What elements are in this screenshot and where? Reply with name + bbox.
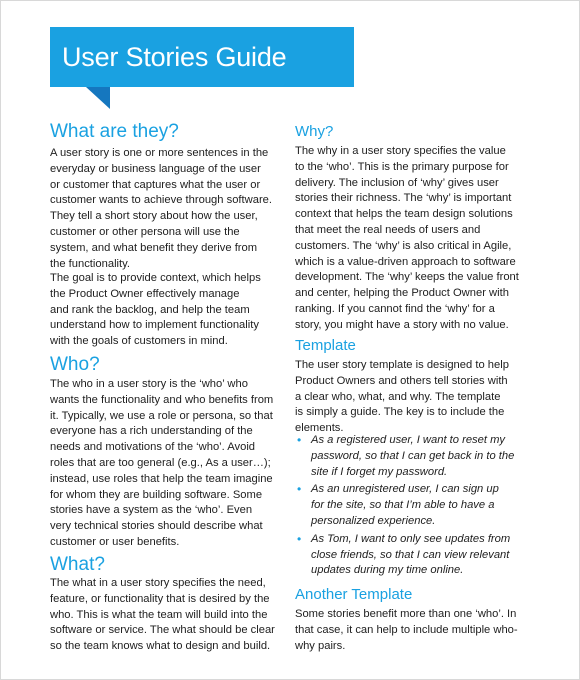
text-line: stories have a system as the ‘who’. Even [50, 504, 253, 517]
text-line: password, so that I can get back in to the [311, 449, 515, 462]
text-line: personalized experience. [311, 514, 436, 527]
text-line: As an unregistered user, I can sign up [311, 483, 499, 496]
text-line: roles that are too general (e.g., As a user…); [50, 456, 271, 469]
text-line: why pairs. [295, 639, 346, 652]
heading-what: What? [50, 554, 105, 575]
text-line: customers. The ‘why’ is also critical in Agile, [295, 239, 512, 252]
heading-who: Who? [50, 354, 100, 375]
text-line: for the site, so that I’m able to have a [311, 499, 495, 512]
text-line: elements. [295, 422, 344, 435]
text-line: The user story template is designed to help [295, 359, 509, 371]
text-line: instead, use roles that help the team imagine [50, 472, 273, 485]
what-paragraph [50, 576, 275, 655]
text-line: understand how to implement functionality [50, 319, 259, 332]
text-line: They tell a short story about how the user, [50, 210, 258, 223]
text-line: feature, or functionality that is desired by the [50, 592, 270, 605]
text-line: who. This is what the team will build into the [50, 608, 268, 621]
text-line: As a registered user, I want to reset my [311, 434, 505, 446]
text-line: software or service. The what should be clear [50, 624, 275, 637]
text-line: is simply a guide. The key is to include the [295, 406, 505, 419]
text-line: very technical stories should describe what [50, 520, 263, 533]
heading-template: Template [295, 337, 356, 354]
text-line: development. The ‘why’ keeps the value front [295, 271, 519, 284]
title-banner [50, 27, 354, 87]
text-line: The what in a user story specifies the need, [50, 577, 266, 589]
text-line: A user story is one or more sentences in the [50, 147, 269, 159]
text-line: a clear who, what, and why. The template [295, 390, 501, 403]
heading-why: Why? [295, 123, 334, 140]
text-line: customer wants to achieve through software. [50, 194, 272, 207]
bullet-icon: • [297, 482, 302, 497]
text-line: stories their richness. The ‘why’ is important [295, 192, 512, 205]
text-line: with the goals of customers in mind. [50, 335, 228, 348]
template-examples-list [295, 433, 514, 581]
text-line: Product Owners and others tell stories with [295, 374, 508, 387]
text-line: updates during my time online. [311, 564, 464, 577]
banner-tail [86, 87, 110, 109]
text-line: the functionality. [50, 257, 131, 270]
text-line: Some stories benefit more than one ‘who’. In [295, 608, 517, 620]
text-line: that case, it can help to include multiple who- [295, 623, 518, 636]
text-line: so the team knows what to design and build. [50, 640, 271, 653]
why-paragraph [295, 144, 519, 334]
text-line: and rank the backlog, and help the team [50, 303, 250, 316]
text-line: ranking. If you cannot find the ‘why’ for a [295, 302, 495, 315]
text-line: the Product Owner effectively manage [50, 287, 240, 300]
text-line: story, you might have a story with no value. [295, 318, 509, 331]
text-line: for whom they are building software. Some [50, 488, 263, 501]
list-item [295, 482, 514, 529]
text-line: The who in a user story is the ‘who’ who [50, 378, 248, 390]
text-line: context that helps the team design solutions [295, 208, 513, 221]
text-line: delivery. The inclusion of ‘why’ gives user [295, 176, 499, 189]
text-line: or customer that captures what the user or [50, 178, 261, 191]
text-line: site if I forget my password. [311, 465, 448, 478]
text-line: which is a value-driven approach to software [295, 255, 516, 268]
text-line: and center, helping the Product Owner with [295, 287, 509, 300]
text-line: customer or other persona will use the [50, 225, 240, 238]
list-item [295, 532, 514, 579]
bullet-icon: • [297, 531, 302, 546]
heading-another-template: Another Template [295, 586, 413, 603]
text-line: everyone has a rich understanding of the [50, 425, 253, 438]
list-item [295, 433, 514, 480]
who-paragraph [50, 377, 273, 551]
text-line: to the ‘who’. This is the primary purpose for [295, 160, 509, 173]
text-line: As Tom, I want to only see updates from [311, 532, 511, 545]
what-are-they-paragraph-1 [50, 146, 272, 272]
text-line: that meet the real needs of users and [295, 223, 481, 236]
text-line: The goal is to provide context, which helps [50, 272, 261, 284]
text-line: system, and what benefit they derive from [50, 241, 258, 254]
text-line: close friends, so that I can view relevant [311, 548, 510, 561]
heading-what-are-they: What are they? [50, 121, 179, 142]
text-line: needs and motivations of the ‘who’. Avoid [50, 441, 256, 454]
text-line: wants the functionality and who benefits from [50, 393, 274, 406]
text-line: everyday or business language of the user [50, 162, 261, 175]
template-paragraph [295, 358, 509, 437]
bullet-icon: • [297, 433, 302, 447]
text-line: The why in a user story specifies the value [295, 145, 506, 157]
text-line: it. Typically, we use a role or persona, so that [50, 409, 273, 422]
another-template-paragraph [295, 607, 518, 654]
page-title: User Stories Guide [62, 42, 287, 72]
text-line: customer or user benefits. [50, 535, 180, 548]
what-are-they-paragraph-2 [50, 271, 261, 350]
